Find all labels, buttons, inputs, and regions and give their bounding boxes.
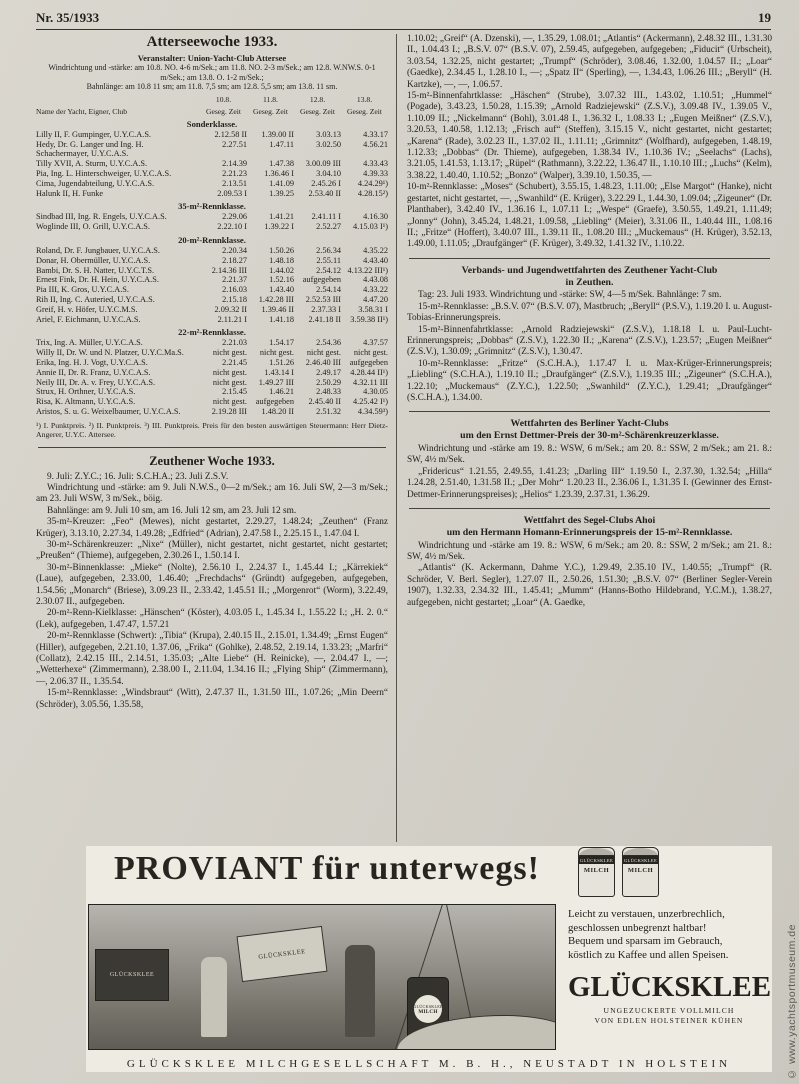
person-figure bbox=[201, 957, 227, 1037]
time-cell: 2.41.18 II bbox=[308, 314, 341, 324]
can-lid bbox=[579, 848, 614, 856]
section-title-verbands bbox=[407, 265, 772, 289]
table-row bbox=[36, 130, 388, 140]
person-figure bbox=[345, 945, 375, 1037]
result-paragraph: 30-m²-Schärenkreuzer: „Nixe“ (Müller), nicht gestartet, nicht gestartet, nicht gestartet; „Preußen“ (Thieme), aufgegeben, 2.30.26 I., 1.50.14 I. bbox=[36, 539, 388, 562]
result-paragraph: Tag: 23. Juli 1933. Windrichtung und -stärke: SW, 4—5 m/Sek. Bahnlänge: 7 sm. bbox=[418, 290, 722, 301]
time-cell: 2.41.11 I bbox=[311, 212, 341, 222]
time-cell: 3.58.31 I bbox=[358, 304, 388, 314]
time-cell: 3.03.13 bbox=[316, 129, 341, 139]
time-cell: 2.14.39 bbox=[222, 159, 247, 169]
yacht-name: Trix, Ing. A. Müller, U.Y.C.A.S. bbox=[36, 338, 143, 348]
time-cell: 2.50.29 bbox=[316, 377, 341, 387]
result-paragraph: „Fridericus“ 1.21.55, 2.49.55, 1.41.23; „Darling III“ 1.19.50 I., 2.37.30, 1.32.54; „Hilla“ 1.24.28, 2.51.40, 1.31.58 II.; „Der Mohr“ 1.20.23 II., 2.36.06 I., 1.31.35 I. (Gewinner des Ernst-Dettmer-Erinnerungspreises); „Helios“ 1.23.39, 2.37.31, 1.36.29. bbox=[407, 466, 772, 500]
time-cell: nicht gest. bbox=[306, 348, 341, 358]
section-title-line: um den Ernst Dettmer-Preis der 30-m²-Schärenkreuzerklasse. bbox=[460, 430, 719, 442]
ad-brand-wordmark: GLÜCKSKLEE bbox=[568, 971, 772, 1004]
time-cell: nicht gest. bbox=[259, 348, 294, 358]
time-cell: nicht gest. bbox=[212, 348, 247, 358]
page-header bbox=[36, 10, 771, 30]
time-cell: 4.35.22 bbox=[363, 245, 388, 255]
table-row bbox=[36, 189, 388, 199]
time-cell: 2.45.40 II bbox=[308, 397, 341, 407]
time-cell: 1.50.26 bbox=[269, 245, 294, 255]
time-cell: 2.54.36 bbox=[316, 338, 341, 348]
table-row bbox=[36, 140, 388, 160]
time-cell: 2.53.40 II bbox=[308, 188, 341, 198]
table-row bbox=[36, 275, 388, 285]
time-cell: aufgegeben bbox=[349, 357, 388, 367]
time-cell: 1.39.25 bbox=[269, 188, 294, 198]
time-cell: 2.15.18 bbox=[222, 294, 247, 304]
can-round-label bbox=[414, 995, 442, 1023]
table-rows bbox=[36, 246, 388, 324]
time-cell: 4.47.20 bbox=[363, 294, 388, 304]
time-cell: 2.19.28 III bbox=[211, 406, 247, 416]
yacht-name: Halunk II, H. Funke bbox=[36, 188, 104, 198]
time-cell: 4.25.42 I¹) bbox=[353, 397, 388, 407]
yacht-name: Annie II, Dr. R. Franz, U.Y.C.A.S. bbox=[36, 367, 151, 377]
time-cell: 3.04.10 bbox=[316, 168, 341, 178]
table-rows bbox=[36, 212, 388, 232]
yacht-name: Risa, K. Altmann, U.Y.C.A.S. bbox=[36, 397, 136, 407]
time-cell: aufgegeben bbox=[255, 397, 294, 407]
time-cell: 1.46.21 bbox=[269, 387, 294, 397]
milk-crate bbox=[95, 949, 169, 1001]
time-cell: 1.39.46 II bbox=[261, 304, 294, 314]
time-cell: 2.18.27 bbox=[222, 255, 247, 265]
time-cell: 4.56.21 bbox=[363, 139, 388, 149]
verbands-paragraphs bbox=[407, 290, 772, 404]
ad-copy-line: Bequem und sparsam im Gebrauch, bbox=[568, 935, 723, 948]
time-cell: 2.37.33 I bbox=[311, 304, 341, 314]
time-column-header: Geseg. Zeit bbox=[299, 106, 335, 116]
time-cell: 2.21.03 bbox=[222, 338, 247, 348]
table-row bbox=[36, 387, 388, 397]
wind-line: Windrichtung und -stärke: am 10.8. NO. 4-6 m/Sek.; am 11.8. NO. 2-3 m/Sek.; am 12.8. W.NW.S. 0-1 m/Sek.; am 13.8. O. 1-2 m/Sek.; bbox=[48, 63, 376, 82]
table-row bbox=[36, 407, 388, 417]
time-cell: 1.47.38 bbox=[269, 159, 294, 169]
time-cell: 4.24.29¹) bbox=[357, 178, 388, 188]
yacht-name: Pia III, K. Gros, U.Y.C.A.S. bbox=[36, 285, 129, 295]
time-cell: 2.27.51 bbox=[222, 139, 247, 149]
result-paragraph: Bahnlänge: am 9. Juli 10 sm, am 16. Juli 12 sm, am 23. Juli 12 sm. bbox=[47, 505, 297, 516]
table-group-sonderklasse bbox=[36, 119, 388, 199]
yacht-name: Donar, H. Obermüller, U.Y.C.A.S. bbox=[36, 255, 151, 265]
time-cell: 2.54.14 bbox=[316, 285, 341, 295]
time-cell: 2.09.53 I bbox=[217, 188, 247, 198]
table-row bbox=[36, 212, 388, 222]
date-header: 13.8. bbox=[356, 94, 373, 104]
table-row bbox=[36, 169, 388, 179]
time-cell: 1.49.27 III bbox=[258, 377, 294, 387]
time-cell: 4.33.17 bbox=[363, 129, 388, 139]
time-cell: 2.29.06 bbox=[222, 212, 247, 222]
time-cell: 1.42.28 III bbox=[258, 294, 294, 304]
watermark: © www.yachtsportmuseum.de bbox=[786, 924, 798, 1080]
table-row bbox=[36, 358, 388, 368]
organizer-line: Veranstalter: Union-Yacht-Club Attersee bbox=[137, 53, 287, 63]
ad-subline-2: VON EDLEN HOLSTEINER KÜHEN bbox=[594, 1015, 744, 1025]
issue-number: Nr. 35/1933 bbox=[36, 10, 100, 25]
time-cell: 2.14.36 III bbox=[211, 265, 247, 275]
yacht-name: Rih II, Ing. C. Auteried, U.Y.C.A.S. bbox=[36, 294, 155, 304]
time-column-header: Geseg. Zeit bbox=[346, 106, 382, 116]
time-cell: 1.43.40 bbox=[269, 285, 294, 295]
time-cell: 2.11.21 I bbox=[217, 314, 247, 324]
milk-crate bbox=[237, 926, 328, 982]
ad-copy-line: Leicht zu verstauen, unzerbrechlich, bbox=[568, 908, 725, 920]
ad-copy bbox=[568, 908, 770, 962]
section-divider bbox=[409, 411, 770, 412]
result-paragraph: 15-m²-Rennklasse: „Windsbraut“ (Witt), 2.47.37 II., 1.31.50 III., 1.07.26; „Min Deern“ (Schröder), 3.05.56, 1.35.58, bbox=[36, 688, 388, 710]
table-rows bbox=[36, 130, 388, 199]
time-cell: 2.52.27 bbox=[316, 222, 341, 232]
time-cell: 4.37.57 bbox=[363, 338, 388, 348]
yacht-name: Ernest Fink, Dr. H. Hein, U.Y.C.A.S. bbox=[36, 275, 159, 285]
time-cell: 2.48.33 bbox=[316, 387, 341, 397]
yacht-name: Woglinde III, O. Grill, U.Y.C.A.S. bbox=[36, 222, 150, 232]
result-paragraph: 10-m²-Rennklasse: „Moses“ (Schubert), 3.55.15, 1.48.23, 1.11.00; „Else Margot“ (Hanke), nicht gestartet, nicht gestartet, —, „Swanhild“ (E. Krüger), 3.22.29 I., 1.44.30, 1.09.04; „Zigeuner“ (Dr. Planthaber), 3.42.40 IV., 1.36.16 I., 1.07.11 I.; „Wespe“ (Graefe), 3.50.55, 1.49.21, 1.11.49; „Jonny“ (John), 3.45.24, 1.48.21, 1.09.58, „Liebling“ (Meier), 3.31.06 II., 1.40.44 III., 1.08.16 II.; „Fritze“ (Hoffert), 3.40.07 III., 1.39.11 II., 1.08.20 III.; „Muckemaus“ (H. Krüger), 3.52.13, 1.49.00, 1.11.05; „Draufgänger“ (F. Krüger), 3.49.32, 1.41.32 IV., 1.10.22. bbox=[407, 182, 772, 250]
ad-text-panel bbox=[568, 908, 770, 1026]
table-row bbox=[36, 159, 388, 169]
can-milch-label: MILCH bbox=[583, 867, 610, 874]
time-cell: 2.20.34 bbox=[222, 245, 247, 255]
table-row bbox=[36, 378, 388, 388]
yacht-name: Aristos, S. u. G. Weixelbaumer, U.Y.C.A.S. bbox=[36, 406, 181, 416]
table-row bbox=[36, 285, 388, 295]
result-paragraph: „Atlantis“ (K. Ackermann, Dahme Y.C.), 1.29.49, 2.35.10 IV., 1.40.55; „Trumpf“ (R. Schröder, V. Berl. Segler), 1.27.07 II., 2.50.26, 1.51.30; „B.S.V. 07“ (Berliner Segler-Verein 1907), 1.32.33, 2.34.32 III., 1.45.41; „Mumm“ (Hanns-Botho Hildebrand, Y.C.M.), 1.38.27, aufgegeben, nicht gestartet; „Loar“ (A. Gaedke, bbox=[407, 563, 772, 608]
yacht-name: Willy II, Dr. W. und N. Platzer, U.Y.C.Ma.S. bbox=[36, 348, 184, 358]
time-cell: 1.47.11 bbox=[269, 139, 294, 149]
result-paragraph: 20-m²-Rennklasse (Schwert): „Tibia“ (Krupa), 2.40.15 II., 2.15.01, 1.34.49; „Ernst Eugen“ (Hiller), aufgegeben, 2.21.10, 1.37.06, „Frika“ (Gohlke), 2.48.52, 2.19.14, 1.33.23; „Marfri“ (Collatz), 2.42.15 III., 2.14.51, 1.35.03; „Alte Liebe“ (H. Reinicke), —, 2.04.47 I., —; „Wetterhexe“ (Zimmermann), 2.38.00 I., 2.11.04, 1.34.16 II.; „Flying Ship“ (Zimmermann), —, 2.06.37 II., 1.35.54. bbox=[36, 631, 388, 687]
time-cell: 1.39.00 II bbox=[261, 129, 294, 139]
table-group-35qm bbox=[36, 201, 388, 232]
milk-cans bbox=[578, 847, 659, 897]
article-title-attersee: Atterseewoche 1933. bbox=[146, 34, 278, 50]
yacht-name: Sindbad III, Ing. R. Engels, U.Y.C.A.S. bbox=[36, 212, 167, 222]
result-paragraph: 15-m²-Rennklasse: „B.S.V. 07“ (B.S.V. 07), Mastbruch; „Beryll“ (P.S.V.), 1.19.20 I. u. August-Tobias-Erinnerungspreis. bbox=[407, 301, 772, 324]
table-header-labels bbox=[36, 107, 388, 116]
time-cell: 2.52.53 III bbox=[305, 294, 341, 304]
time-cell: 4.43.40 bbox=[363, 255, 388, 265]
ad-footer-line: GLÜCKSKLEE MILCHGESELLSCHAFT M. B. H., NEUSTADT IN HOLSTEIN bbox=[126, 1058, 732, 1070]
yacht-name: Bambi, Dr. S. H. Natter, U.Y.C.T.S. bbox=[36, 265, 155, 275]
time-cell: 2.49.17 bbox=[316, 367, 341, 377]
table-footnote: ¹) I. Punktpreis. ²) II. Punktpreis. ³) III. Punktpreis. Preis für den besten auswärtigen Steuermann: Herr Dietz-Angerer, U.Y.C. Attersee. bbox=[36, 420, 388, 440]
table-header-dates bbox=[36, 95, 388, 104]
time-cell: 1.52.16 bbox=[269, 275, 294, 285]
result-paragraph: Windrichtung und -stärke am 19. 8.: WSW, 6 m/Sek.; am 20. 8.: SSW, 2 m/Sek.; am 21. 8.: SW, 4½ m/Sek. bbox=[407, 443, 772, 466]
time-cell: 2.46.40 III bbox=[305, 357, 341, 367]
ad-copy-line: geschlossen unbegrenzt haltbar! bbox=[568, 921, 707, 934]
time-cell: 1.41.09 bbox=[269, 178, 294, 188]
time-cell: nicht gest. bbox=[353, 348, 388, 358]
class-heading: 20-m²-Rennklasse. bbox=[178, 234, 246, 245]
berliner-paragraphs bbox=[407, 444, 772, 501]
time-cell: 2.09.32 II bbox=[214, 304, 247, 314]
result-paragraph: 20-m²-Renn-Kielklasse: „Hänschen“ (Köster), 4.03.05 I., 1.45.34 I., 1.55.22 I.; „H. 2. 0.“ (Lek), aufgegeben, 1.47.47, 1.57.21 bbox=[36, 608, 388, 630]
time-cell: 4.43.08 bbox=[363, 275, 388, 285]
table-group-22qm bbox=[36, 327, 388, 416]
table-row bbox=[36, 348, 388, 358]
time-cell: 2.21.45 bbox=[222, 357, 247, 367]
time-cell: nicht gest. bbox=[212, 377, 247, 387]
result-paragraph: 15-m²-Binnenfahrtklasse: „Häschen“ (Strube), 3.07.32 III., 1.43.02, 1.10.51; „Hummel“ (Pogade), 3.43.23, 1.50.28, 1.15.39; „Arnold Radziejewski“ (Z.S.V.), 3.09.48 IV., 1.39.05 V., 1.10.09 II.; „Nickelmann“ (Bohl), 3.01.48 I., 1.36.32 I., 1.08.33 I.; „Eugen Meißner“ (Z.S.V.), 3.20.53, 1.40.58, 1.12.13; „Frisch auf“ (Steffen), 3.15.15 V., nicht gestartet, nicht gestartet; „Karena“ (Rade), 3.02.23 II., 1.37.02 II., 1.11.11; „Grimnitz“ (Wolfhard), aufgegeben, 1.48.19, 1.12.33; „Dobbas“ (Dr. Thieme), aufgegeben, 1.38.34 IV., 1.10.36 IV.; „Seelachs“ (Lachs), 3.21.05, 1.41.53, 1.13.17; „Rüpel“ (Rathmann), 3.22.22, 1.36.47 II., 1.10.10 III.; „Luchs“ (Kelm), 3.38.22, 1.40.40, 1.10.52; „Bonzo“ (Walper), 3.39.10, 1.50.35, — bbox=[407, 91, 772, 181]
time-cell: 4.13.22 III¹) bbox=[347, 265, 388, 275]
zeuthener-continuation bbox=[407, 34, 772, 251]
ad-headline: PROVIANT für unterwegs! bbox=[114, 850, 540, 887]
yacht-name: Lilly II, F. Gumpinger, U.Y.C.A.S. bbox=[36, 129, 152, 139]
page-number: 19 bbox=[758, 10, 771, 25]
zeuthener-paragraphs bbox=[36, 472, 388, 712]
time-cell: 2.12.58 II bbox=[214, 129, 247, 139]
time-cell: 1.54.17 bbox=[269, 338, 294, 348]
time-cell: 4.15.03 I¹) bbox=[353, 222, 388, 232]
yacht-name: Hedy, Dr. G. Langer und Ing. H. Schachermayer, U.Y.C.A.S. bbox=[36, 139, 144, 159]
table-row bbox=[36, 305, 388, 315]
section-title-berliner bbox=[407, 418, 772, 442]
ad-photo bbox=[88, 904, 556, 1050]
yacht-name: Pia, Ing. L. Hinterschweiger, U.Y.C.A.S. bbox=[36, 168, 172, 178]
time-cell: 3.00.09 III bbox=[305, 159, 341, 169]
date-header: 10.8. bbox=[215, 94, 232, 104]
can-brand-band: GLÜCKSKLEE bbox=[579, 857, 614, 863]
time-cell: 4.33.22 bbox=[363, 285, 388, 295]
section-title-line: um den Hermann Homann-Erinnerungspreis der 15-m²-Rennklasse. bbox=[446, 526, 733, 538]
time-cell: 1.43.14 I bbox=[264, 367, 294, 377]
result-paragraph: 10-m²-Rennklasse: „Fritze“ (S.C.H.A.), 1.17.47 I. u. Max-Krüger-Erinnerungspreis; „Liebling“ (S.C.H.A.), 1.19.10 II.; „Draufgänger“ (Z.S.V.), 1.19.35 III.; „Zigeuner“ (S.C.H.A.), 1.22.10; „Muckemaus“ (Z.Y.C.), 1.22.50; „Swanhild“ (Z.Y.C.), 1.29.41; „Draufgänger“ (S.C.H.A.), 1.34.00. bbox=[407, 358, 772, 403]
time-cell: 2.21.37 bbox=[222, 275, 247, 285]
table-row bbox=[36, 368, 388, 378]
time-cell: 2.45.26 I bbox=[311, 178, 341, 188]
yacht-name: Greif, H. v. Höfer, U.Y.C.M.S. bbox=[36, 304, 138, 314]
can-milch-label: MILCH bbox=[627, 867, 654, 874]
result-paragraph: 35-m²-Kreuzer: „Feo“ (Mewes), nicht gestartet, 2.29.27, 1.48.24; „Zeuthen“ (Franz Krüger), 3.13.10, 2.27.34, 1.49.28; „Edfried“ (Adrian), 2.47.58 I., 2.25.15 I., 1.47.04 I. bbox=[36, 517, 388, 539]
yacht-name: Neily III, Dr. A. v. Frey, U.Y.C.A.S. bbox=[36, 377, 156, 387]
ad-copy-line: köstlich zu Kaffee und allen Speisen. bbox=[568, 948, 729, 961]
advertisement bbox=[86, 846, 772, 1072]
time-cell: 2.13.51 bbox=[222, 178, 247, 188]
table-row bbox=[36, 222, 388, 232]
time-cell: 3.02.50 bbox=[316, 139, 341, 149]
table-row bbox=[36, 179, 388, 189]
class-heading: 35-m²-Rennklasse. bbox=[178, 201, 246, 212]
table-group-20qm bbox=[36, 235, 388, 324]
time-cell: nicht gest. bbox=[212, 397, 247, 407]
time-cell: 2.22.10 I bbox=[217, 222, 247, 232]
milk-can-icon bbox=[622, 847, 659, 897]
class-heading: 22-m²-Rennklasse. bbox=[178, 327, 246, 338]
result-paragraph: 1.10.02; „Greif“ (A. Dzenski), —, 1.35.29, 1.08.01; „Atlantis“ (Ackermann), 2.48.32 III., 1.31.30 II., 1.04.43 I.; „B.S.V. 07“ (B.S.V. 07), 2.59.45, aufgegeben, aufgegeben; „Fiducit“ (Urbscheit), 3.03.54, 1.32.25, nicht gestartet; „Trumpf“ (Schröder), 3.08.46, 1.32.00, 1.04.57 II.; „Loar“ (Gaedke), 2.34.45 I., 1.28.10 I., —; „Spatz II“ (Sperling), —, 1.34.43, 1.06.26 III.; „Beryll“ (H. Kartzke), —, —, 1.06.57. bbox=[407, 34, 772, 90]
yacht-name: Strux, H. Orthner, U.Y.C.A.S. bbox=[36, 387, 136, 397]
article-title-zeuthener: Zeuthener Woche 1933. bbox=[149, 453, 275, 468]
table-row bbox=[36, 295, 388, 305]
yacht-name: Roland, Dr. F. Jungbauer, U.Y.C.A.S. bbox=[36, 245, 160, 255]
table-row bbox=[36, 315, 388, 325]
table-row bbox=[36, 338, 388, 348]
time-cell: 2.55.11 bbox=[316, 255, 341, 265]
section-title-line: Wettfahrten des Berliner Yacht-Clubs bbox=[510, 418, 669, 430]
result-paragraph: Windrichtung und -stärke am 19. 8.: WSW, 6 m/Sek.; am 20. 8.: SSW, 2 m/Sek.; am 21. 8.: SW, 4½ m/Sek. bbox=[407, 540, 772, 562]
text-columns bbox=[36, 34, 772, 842]
time-cell: 4.30.05 bbox=[363, 387, 388, 397]
time-cell: aufgegeben bbox=[302, 275, 341, 285]
time-cell: 2.15.45 bbox=[222, 387, 247, 397]
yacht-name: Erika, Ing. H. J. Vogt, U.Y.C.A.S. bbox=[36, 357, 148, 367]
time-cell: 2.54.12 bbox=[316, 265, 341, 275]
time-cell: 1.48.20 II bbox=[261, 406, 294, 416]
time-cell: nicht gest. bbox=[212, 367, 247, 377]
time-cell: 4.28.15²) bbox=[357, 188, 388, 198]
time-cell: 1.36.46 I bbox=[264, 168, 294, 178]
left-column bbox=[36, 34, 396, 842]
result-paragraph: 30-m²-Binnenklasse: „Mieke“ (Nolte), 2.56.10 I., 2.24.37 I., 1.45.44 I.; „Kärrekiek“ (Laue), aufgegeben, 2.33.00, 1.46.40; „Frechdachs“ (Gründt) aufgegeben, aufgegeben, 1.54.56; „Monarch“ (Briese), 3.09.23 II., 2.33.42, 1.45.51 II.; „Morgenrot“ (Worm), 3.22.49, 2.30.07 II., aufgegeben. bbox=[36, 562, 388, 607]
milk-can-icon bbox=[578, 847, 615, 897]
yacht-name: Tilly XVII, A. Sturm, U.Y.C.A.S. bbox=[36, 159, 148, 169]
time-cell: 4.34.59³) bbox=[357, 406, 388, 416]
can-brand-band: GLÜCKSKLEE bbox=[623, 857, 658, 863]
date-header: 11.8. bbox=[263, 94, 278, 104]
table-row bbox=[36, 266, 388, 276]
table-row bbox=[36, 246, 388, 256]
section-divider bbox=[38, 447, 386, 448]
time-cell: 2.51.32 bbox=[316, 406, 341, 416]
time-cell: 1.41.18 bbox=[269, 314, 294, 324]
yacht-name: Ariel, F. Eichmann, U.Y.C.A.S. bbox=[36, 314, 141, 324]
table-rows bbox=[36, 338, 388, 416]
result-paragraph: 9. Juli: Z.Y.C.; 16. Juli: S.C.H.A.; 23. Juli Z.S.V. bbox=[47, 471, 229, 482]
crate-label: GLÜCKSKLEE bbox=[257, 947, 307, 961]
header-spacer bbox=[36, 95, 200, 104]
name-column-header: Name der Yacht, Eigner, Club bbox=[36, 106, 128, 116]
time-cell: 1.39.22 I bbox=[264, 222, 294, 232]
time-cell: 4.39.33 bbox=[363, 168, 388, 178]
section-divider bbox=[409, 258, 770, 259]
time-cell: 4.16.30 bbox=[363, 212, 388, 222]
time-cell: 4.32.11 III bbox=[353, 377, 388, 387]
time-cell: 1.44.02 bbox=[269, 265, 294, 275]
result-paragraph: Windrichtung und -stärke: am 9. Juli N.W.S., 0—2 m/Sek.; am 16. Juli SW, 2—3 m/Sek.; am 23. Juli WSW, 3 m/Sek., böig. bbox=[36, 482, 388, 505]
can-brand-text: GLÜCKSKLEE bbox=[413, 1003, 443, 1009]
time-column-header: Geseg. Zeit bbox=[205, 106, 241, 116]
can-lid bbox=[623, 848, 658, 856]
table-row bbox=[36, 256, 388, 266]
time-cell: 4.28.44 II¹) bbox=[350, 367, 388, 377]
class-heading: Sonderklasse. bbox=[186, 118, 238, 129]
time-column-header: Geseg. Zeit bbox=[252, 106, 288, 116]
section-title-line: in Zeuthen. bbox=[565, 276, 614, 288]
course-length-line: Bahnlänge: am 10.8 11 sm; am 11.8. 7,5 sm; am 12.8. 5,5 sm; am 13.8. 11 sm. bbox=[86, 82, 338, 92]
result-paragraph: 15-m²-Binnenfahrtklasse: „Arnold Radziejewski“ (Z.S.V.), 1.18.18 I. u. Paul-Lucht-Erinnerungspreis; „Dobbas“ (Z.S.V.), 1.22.30 II.; „Karena“ (Z.S.V.), 1.23.57; „Eugen Meißner“ (Z.S.V.), 1.30.09; „Grimnitz“ (Z.S.V.), 1.30.47. bbox=[407, 324, 772, 358]
can-milch-text: MILCH bbox=[418, 1008, 438, 1015]
time-cell: 3.59.38 II¹) bbox=[350, 314, 388, 324]
right-column bbox=[396, 34, 772, 842]
section-title-ahoi bbox=[407, 515, 772, 539]
table-row bbox=[36, 397, 388, 407]
ahoi-paragraphs bbox=[407, 541, 772, 609]
ad-subline-1: UNGEZUCKERTE VOLLMILCH bbox=[603, 1006, 735, 1016]
section-title-line: Verbands- und Jugendwettfahrten des Zeuthener Yacht-Club bbox=[461, 264, 718, 276]
ad-subline bbox=[568, 1006, 770, 1025]
section-divider bbox=[409, 508, 770, 509]
yacht-name: Cima, Jugendabteilung, U.Y.C.A.S. bbox=[36, 178, 155, 188]
time-cell: 2.16.03 bbox=[222, 285, 247, 295]
time-cell: 1.51.26 bbox=[269, 357, 294, 367]
section-title-line: Wettfahrt des Segel-Clubs Ahoi bbox=[523, 515, 656, 526]
time-cell: 1.48.18 bbox=[269, 255, 294, 265]
date-header: 12.8. bbox=[309, 94, 326, 104]
time-cell: 4.33.43 bbox=[363, 159, 388, 169]
time-cell: 1.41.21 bbox=[269, 212, 294, 222]
time-cell: 2.56.34 bbox=[316, 245, 341, 255]
crate-label: GLÜCKSKLEE bbox=[109, 972, 155, 978]
time-cell: 2.21.23 bbox=[222, 168, 247, 178]
